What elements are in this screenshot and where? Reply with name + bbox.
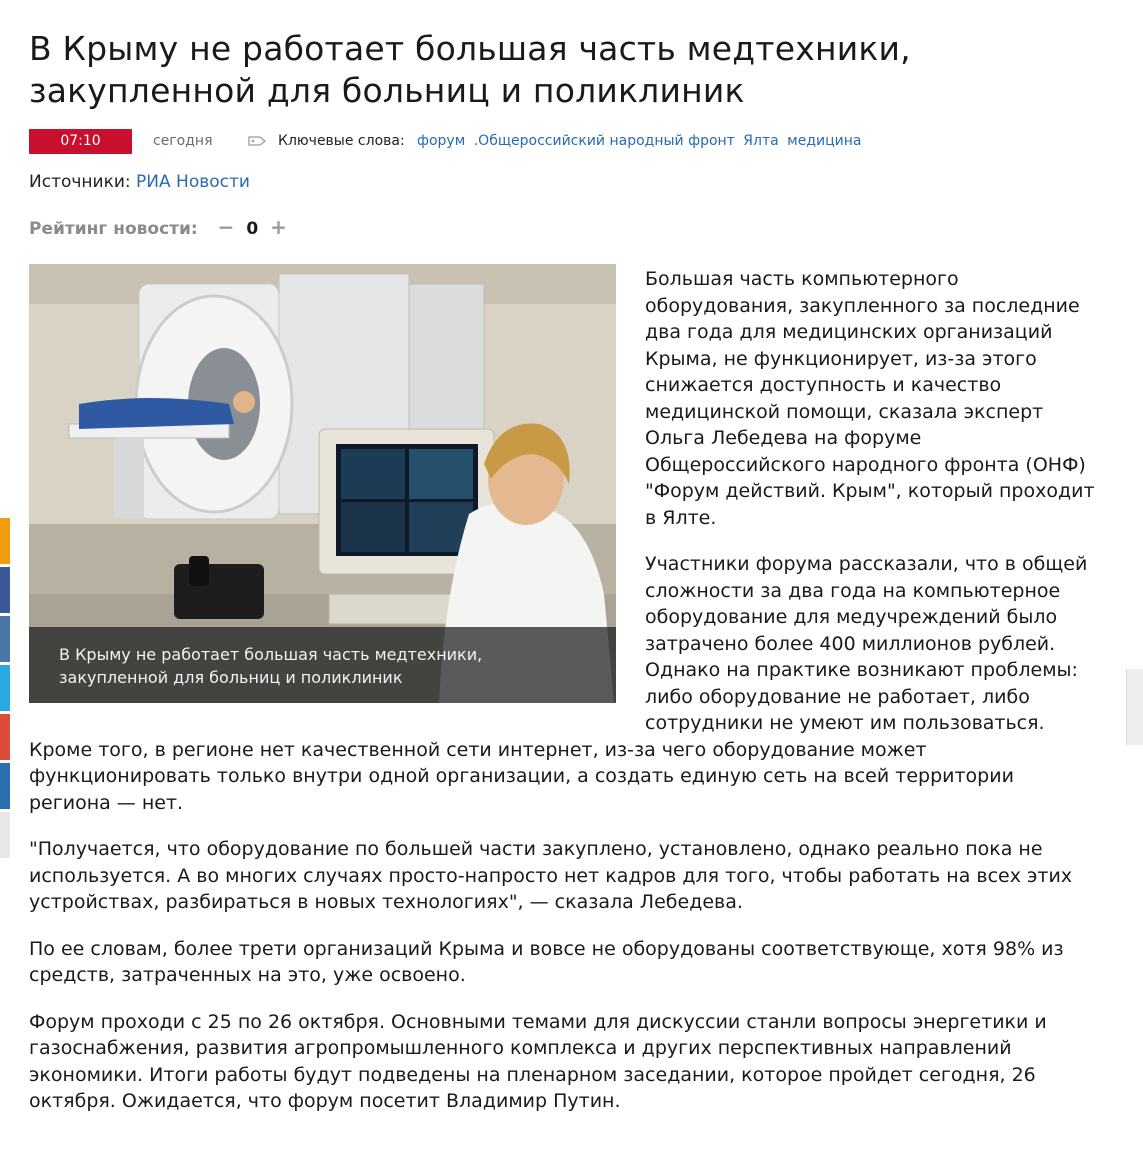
share-button-more[interactable] <box>0 812 10 858</box>
keyword-link-yalta[interactable]: Ялта <box>743 133 779 149</box>
article-paragraph: Участники форума рассказали, что в общей сложности за два года на компьютерное оборудование для медучреждений было затрачено более 400 миллионов рублей. Однако на практике возникают проблемы: либо оборудование не работает, либо сотрудники не умеют им пользоваться. Кроме того, в регионе нет качественной сети интернет, из-за чего оборудование может функционировать только внутри одной организации, а создать единую сеть на всей территории региона — нет. <box>29 553 1088 814</box>
keyword-link-forum[interactable]: форум <box>417 133 466 149</box>
share-button-rss[interactable] <box>0 518 10 564</box>
rating-down-button[interactable]: − <box>217 215 235 239</box>
keywords-list <box>417 133 866 149</box>
publish-date: сегодня <box>153 133 213 149</box>
keyword-link-onf[interactable]: .Общероссийский народный фронт <box>473 133 735 149</box>
article-paragraph: Форум проходи с 25 по 26 октября. Основными темами для дискуссии станли вопросы энергетики и газоснабжения, развития агропромышленного комплекса и других перспективных направлений экономики. Итоги работы будут подведены на пленарном заседании, которое пройдет сегодня, 26 октября. Ожидается, что форум посетит Владимир Путин. <box>29 1010 1047 1112</box>
news-rating <box>29 215 287 239</box>
photo-caption: В Крыму не работает большая часть медтехники, закупленной для больниц и поликлиник <box>59 645 483 687</box>
share-button-linkedin[interactable] <box>0 763 10 809</box>
tag-icon <box>248 135 266 147</box>
share-button-twitter[interactable] <box>0 665 10 711</box>
share-sidebar <box>0 518 10 861</box>
keywords-label: Ключевые слова: <box>278 133 405 149</box>
share-button-vk[interactable] <box>0 616 10 662</box>
rating-value: 0 <box>246 219 259 239</box>
article-meta <box>29 129 1119 155</box>
sources-line <box>29 172 250 192</box>
source-link[interactable]: РИА Новости <box>136 172 250 192</box>
article-title: В Крыму не работает большая часть медтехники, закупленной для больниц и поликлиник <box>29 29 911 110</box>
scrollbar-thumb[interactable] <box>1126 669 1143 745</box>
keyword-link-medicine[interactable]: медицина <box>787 133 862 149</box>
article-paragraph: Большая часть компьютерного оборудования, закупленного за последние два года для медицинских организаций Крыма, не функционирует, из-за этого снижается доступность и качество медицинской помощи, сказала эксперт Ольга Лебедева на форуме Общероссийского народного фронта (ОНФ) "Форум действий. Крым", который проходит в Ялте. <box>645 268 1095 529</box>
rating-up-button[interactable]: + <box>270 215 287 239</box>
time-badge: 07:10 <box>29 129 132 154</box>
share-button-facebook[interactable] <box>0 567 10 613</box>
share-button-google[interactable] <box>0 714 10 760</box>
sources-label: Источники: <box>29 172 131 192</box>
rating-label: Рейтинг новости: <box>29 219 198 239</box>
article-body <box>29 266 1096 1135</box>
article-paragraph: "Получается, что оборудование по большей части закуплено, установлено, однако реально пока не используется. А во многих случаях просто-напросто нет кадров для того, чтобы работать на всех этих устройствах, разбираться в новых технологиях", — сказала Лебедева. <box>29 838 1073 913</box>
article-paragraph: По ее словам, более трети организаций Крыма и вовсе не оборудованы соответствующе, хотя 98% из средств, затраченных на это, уже освоено. <box>29 937 1064 986</box>
